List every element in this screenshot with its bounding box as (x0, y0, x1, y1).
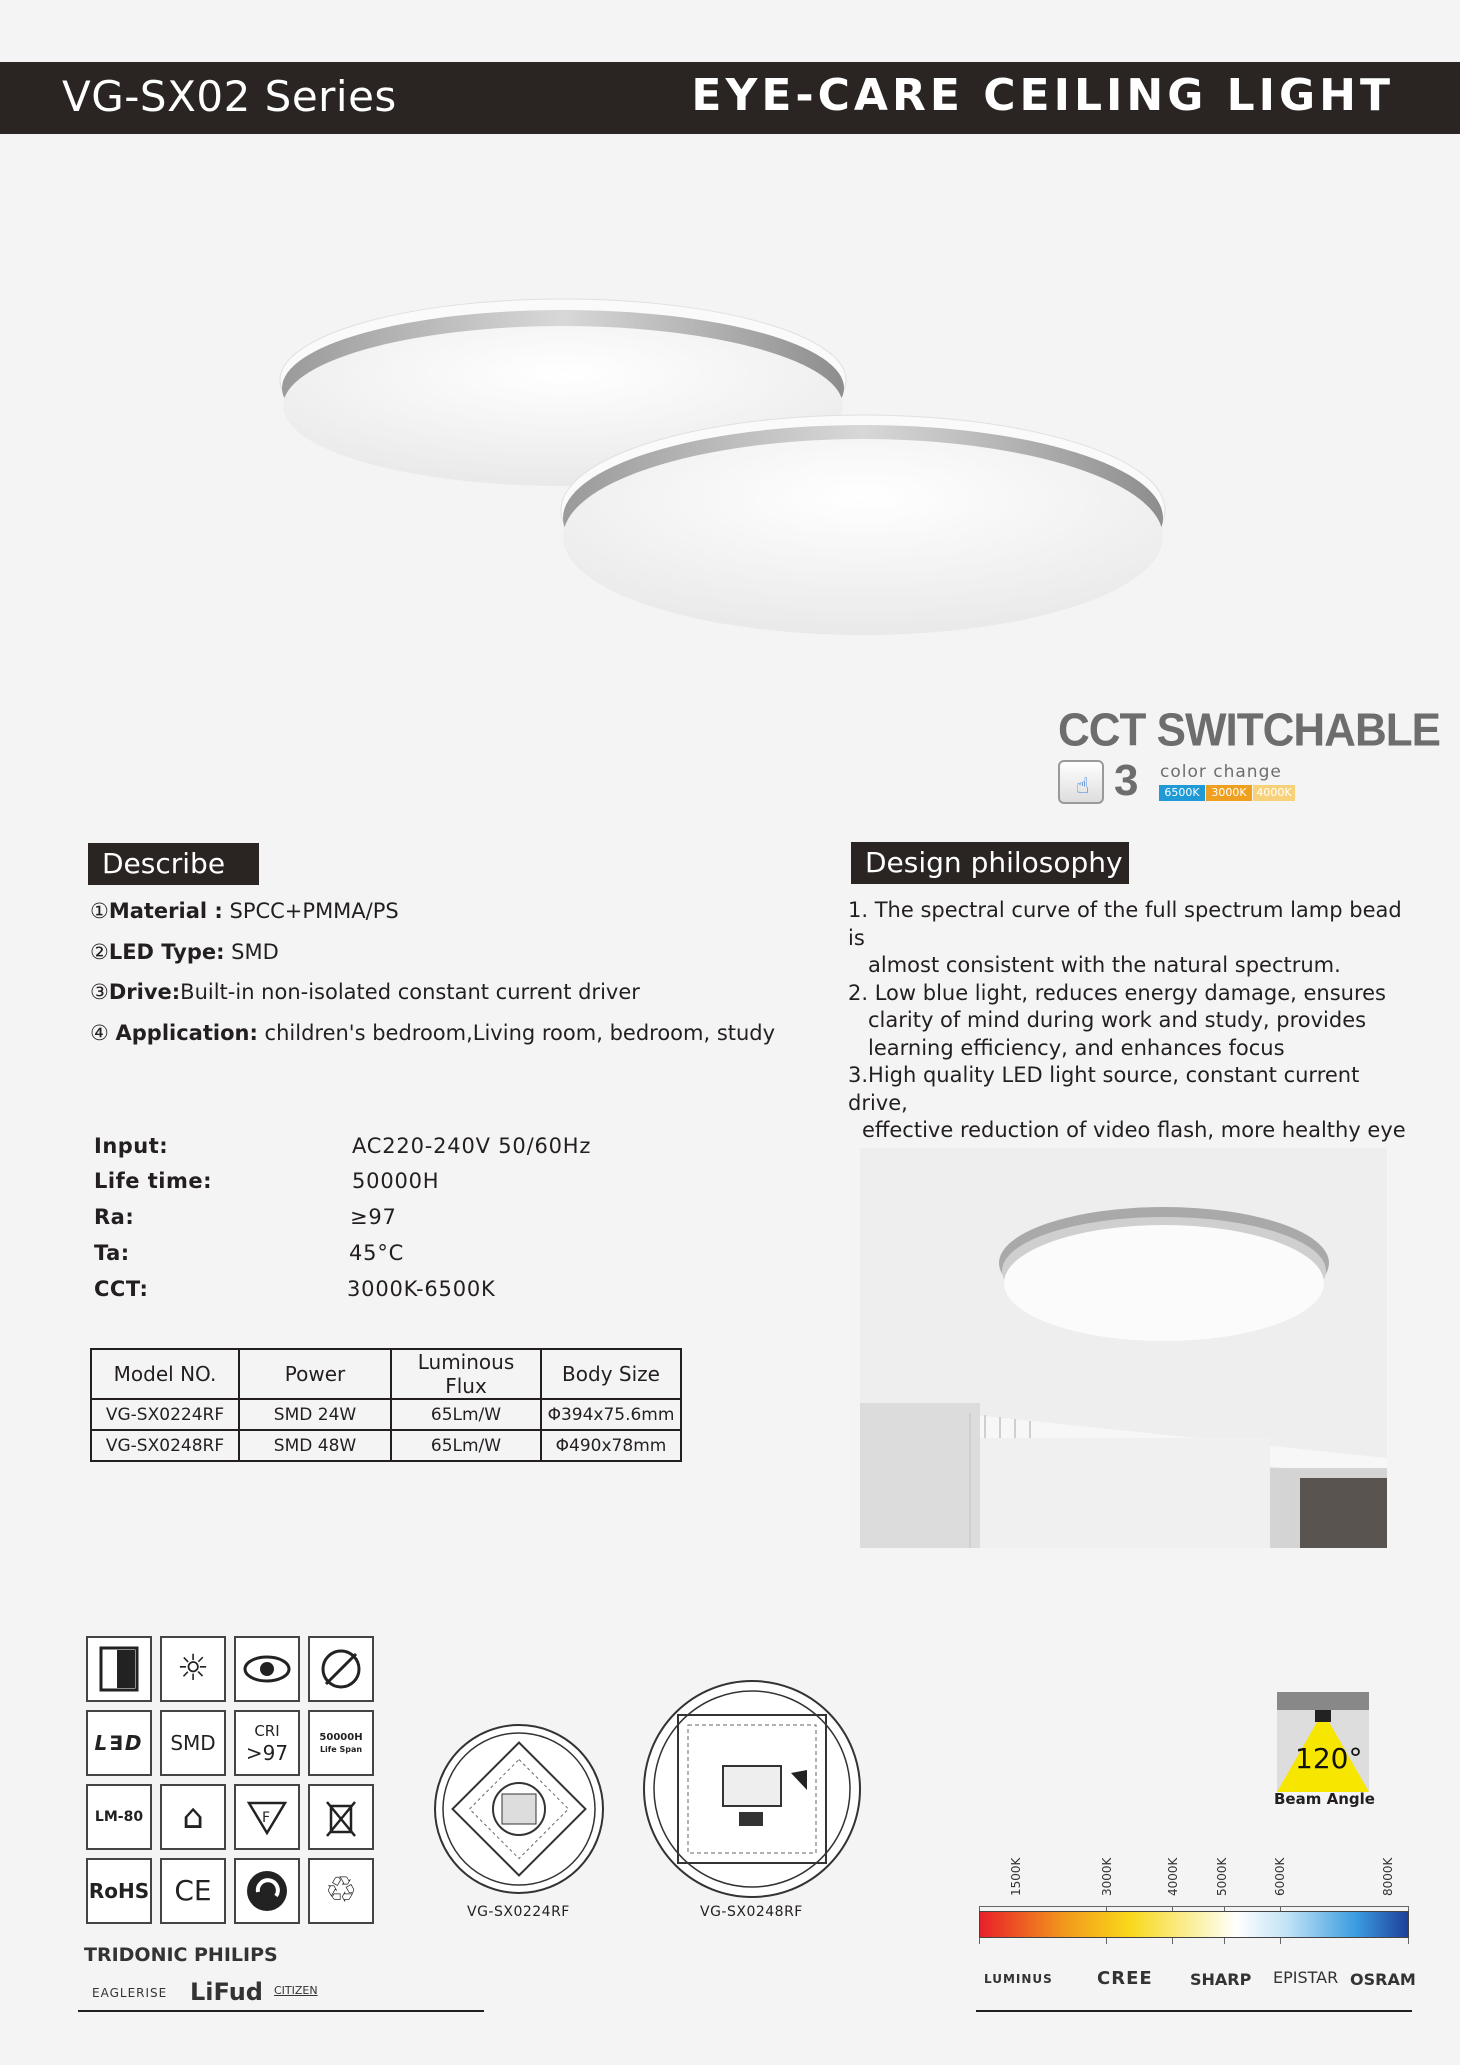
scale-gradient-bar (979, 1911, 1409, 1938)
scale-top-line (979, 1906, 1409, 1907)
life-span-icon (308, 1710, 374, 1776)
brand-osram: OSRAM (1350, 1970, 1416, 1989)
table-header-cell: Model NO. (91, 1349, 239, 1399)
brand-lifud: LiFud (190, 1978, 263, 2006)
beam-angle-value: 120° (1295, 1742, 1363, 1775)
hero-lamps-image (270, 270, 1190, 650)
spec-key: Ta: (94, 1241, 130, 1265)
life-span-label: Life Span (319, 1744, 363, 1754)
table-row (91, 1399, 681, 1430)
weee-bin-icon (308, 1784, 374, 1850)
brand-philips: PHILIPS (194, 1944, 278, 1966)
philosophy-line: almost consistent with the natural spectrum. (868, 953, 1341, 977)
table-row (91, 1430, 681, 1461)
table-header-cell: Body Size (541, 1349, 681, 1399)
table-cell: 65Lm/W (391, 1399, 541, 1430)
philosophy-line: 3.High quality LED light source, constant current drive, (848, 1063, 1360, 1115)
brand-tridonic: TRIDONIC (84, 1944, 188, 1966)
product-title: EYE-CARE CEILING LIGHT (691, 70, 1394, 121)
cri-icon (234, 1710, 300, 1776)
scale-tick-label: 4000K (1166, 1857, 1180, 1896)
brand-citizen: CITIZEN (274, 1984, 318, 1997)
ce-icon: CE (160, 1858, 226, 1924)
philosophy-text (848, 897, 1408, 1172)
spec-key: Ra: (94, 1205, 135, 1229)
color-count: 3 (1114, 756, 1139, 805)
eye-icon (234, 1636, 300, 1702)
house-icon: ⌂ (160, 1784, 226, 1850)
beam-fixture (1277, 1692, 1369, 1710)
recycle-icon: ♲ (308, 1858, 374, 1924)
table-cell: VG-SX0248RF (91, 1430, 239, 1461)
table-header-row (91, 1349, 681, 1399)
driver-diagram-large (641, 1678, 863, 1900)
table-cell: VG-SX0224RF (91, 1399, 239, 1430)
chip-3000k: 3000K (1206, 785, 1252, 801)
sun-icon: ☼ (160, 1636, 226, 1702)
table-cell: Φ490x78mm (541, 1430, 681, 1461)
table-cell: 65Lm/W (391, 1430, 541, 1461)
rohs-icon: RoHS (86, 1858, 152, 1924)
chip-4000k: 4000K (1253, 785, 1295, 801)
describe-item-led-type: ②LED Type: SMD (90, 940, 279, 964)
describe-item-drive: ③Drive:Built-in non-isolated constant current driver (90, 980, 640, 1004)
spec-value: AC220-240V 50/60Hz (352, 1134, 592, 1158)
header-bar (0, 62, 1460, 134)
color-change-label: color change (1160, 762, 1282, 782)
beam-lamp-head (1315, 1710, 1331, 1722)
scale-tick-label: 3000K (1100, 1857, 1114, 1896)
philosophy-heading: Design philosophy (851, 842, 1129, 884)
philosophy-line: clarity of mind during work and study, provides (868, 1008, 1367, 1032)
spec-key: Life time: (94, 1169, 213, 1193)
scale-tick-label: 6000K (1273, 1857, 1287, 1896)
driver-label-large: VG-SX0248RF (700, 1904, 803, 1920)
describe-item-application: ④ Application: children's bedroom,Living room, bedroom, study (90, 1021, 776, 1045)
footer-divider-right (976, 2010, 1412, 2012)
chip-6500k: 6500K (1159, 785, 1205, 801)
scale-tick-label: 5000K (1215, 1857, 1229, 1896)
brand-cree: CREE (1097, 1968, 1153, 1989)
spec-value: 45°C (349, 1241, 405, 1265)
driver-diagram-small (432, 1722, 606, 1896)
philosophy-line: 2. Low blue light, reduces energy damage, ensures (848, 980, 1387, 1005)
brand-luminus: LUMINUS (984, 1972, 1053, 1986)
panel-light-icon (86, 1636, 152, 1702)
spec-key: Input: (94, 1134, 169, 1158)
touch-switch-icon: ☝ (1058, 760, 1104, 804)
philosophy-line: effective reduction of video flash, more healthy eye (862, 1118, 1406, 1142)
f-mark-icon (234, 1784, 300, 1850)
describe-item-material: ①Material : SPCC+PMMA/PS (90, 899, 399, 923)
describe-heading: Describe (88, 843, 259, 885)
beam-angle-graphic (1277, 1692, 1369, 1792)
life-span-number: 50000H (319, 1731, 363, 1743)
table-header-cell: Power (239, 1349, 391, 1399)
lm80-icon: LM-80 (86, 1784, 152, 1850)
table-header-cell: Luminous Flux (391, 1349, 541, 1399)
philosophy-line: learning efficiency, and enhances focus (868, 1035, 1285, 1060)
scale-tick-label: 1500K (1009, 1857, 1023, 1896)
brand-eaglerise: EAGLERISE (92, 1986, 168, 2000)
brand-sharp: SHARP (1190, 1970, 1252, 1989)
scale-tick-label: 8000K (1381, 1857, 1395, 1896)
philosophy-line: 1. The spectral curve of the full spectrum lamp bead is (848, 898, 1402, 950)
table-cell: SMD 48W (239, 1430, 391, 1461)
led-icon: L∃D (86, 1710, 152, 1776)
svg-text:F: F (262, 1810, 271, 1826)
color-temperature-scale (979, 1906, 1409, 1944)
cri-value: >97 (245, 1740, 289, 1765)
brand-epistar: EPISTAR (1273, 1968, 1339, 1987)
cct-switchable-title: CCT SWITCHABLE (1058, 704, 1440, 757)
recycle-dark-icon (234, 1858, 300, 1924)
no-flicker-icon (308, 1636, 374, 1702)
model-table (90, 1348, 682, 1462)
table-cell: SMD 24W (239, 1399, 391, 1430)
spec-value: 3000K-6500K (347, 1277, 496, 1301)
cri-label: CRI (254, 1721, 280, 1740)
smd-icon: SMD (160, 1710, 226, 1776)
spec-value: 50000H (352, 1169, 440, 1193)
room-photo (860, 1148, 1387, 1548)
driver-label-small: VG-SX0224RF (467, 1904, 570, 1920)
spec-value: ≥97 (350, 1205, 397, 1229)
series-title: VG-SX02 Series (62, 72, 397, 121)
table-cell: Φ394x75.6mm (541, 1399, 681, 1430)
beam-angle-label: Beam Angle (1274, 1790, 1375, 1808)
footer-divider-left (78, 2010, 484, 2012)
spec-key: CCT: (94, 1277, 149, 1301)
